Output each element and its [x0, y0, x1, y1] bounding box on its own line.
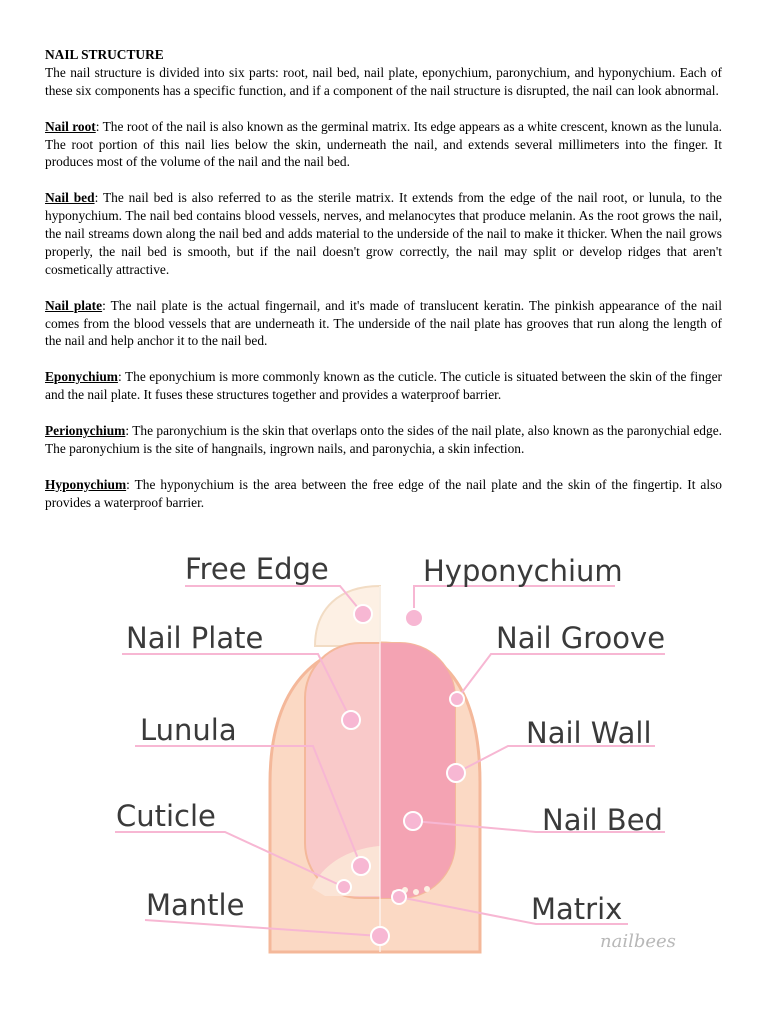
label-cuticle: Cuticle [116, 799, 216, 833]
section-text: : The paronychium is the skin that overlaps onto the sides of the nail plate, also known as the paronychial edge. The paronychium is the site of hangnails, ingrown nails, and paronychia, a skin infection. [45, 422, 722, 456]
section-eponychium [45, 368, 722, 404]
nail-bed-shape [380, 643, 455, 898]
nail-bed-marker [404, 812, 422, 830]
intro-paragraph: The nail structure is divided into six parts: root, nail bed, nail plate, eponychium, paronychium, and hyponychium. Each of these six components has a specific function, and if a component of the nail structure is disrupted, the nail can look abnormal. [45, 64, 722, 98]
cuticle-marker [337, 880, 351, 894]
label-free-edge: Free Edge [185, 552, 329, 586]
label-nail-plate: Nail Plate [126, 621, 264, 655]
section-nail-root [45, 118, 722, 172]
label-matrix: Matrix [531, 892, 623, 926]
brand-watermark: nailbees [600, 931, 676, 952]
lunula-marker [352, 857, 370, 875]
article-text [45, 46, 722, 529]
nail-groove-marker [450, 692, 464, 706]
term-nail-root: Nail root [45, 118, 96, 134]
nail-wall-marker [447, 764, 465, 782]
label-hyponychium: Hyponychium [423, 554, 623, 588]
section-text: : The nail bed is also referred to as the sterile matrix. It extends from the edge of the nail root, or lunula, to the hyponychium. The nail bed contains blood vessels, nerves, and melanocytes that produce melanin. As the root grows the nail, the nail streams down along the nail bed and adds material to the underside of the nail to make it thicker. When the nail grows properly, the nail bed is smooth, but if the nail doesn't grow correctly, the nail may split or develop ridges that aren't cosmetically attractive. [45, 190, 722, 277]
matrix-marker [392, 890, 406, 904]
leader-nail-groove [457, 654, 665, 699]
section-text: : The nail plate is the actual fingernail, and it's made of translucent keratin. The pinkish appearance of the nail comes from the blood vessels that are underneath it. The underside of the nail plate has grooves that run along the length of the nail and help anchor it to the nail bed. [45, 297, 723, 349]
nail-plate-marker [342, 711, 360, 729]
label-mantle: Mantle [146, 888, 245, 922]
term-nail-bed: Nail bed [45, 190, 95, 206]
label-nail-bed: Nail Bed [542, 803, 663, 837]
term-eponychium: Eponychium [45, 369, 118, 385]
section-text: : The eponychium is more commonly known as the cuticle. The cuticle is situated between the skin of the finger and the nail plate. It fuses these structures together and provides a waterproof barrier. [45, 369, 722, 403]
section-nail-bed [45, 189, 722, 279]
term-hyponychium: Hyponychium [45, 476, 127, 492]
section-text: : The hyponychium is the area between the free edge of the nail plate and the skin of the fingertip. It also provides a waterproof barrier. [45, 476, 722, 510]
document-title: NAIL STRUCTURE [45, 47, 164, 62]
section-hyponychium [45, 476, 722, 512]
section-perionychium [45, 422, 722, 458]
leader-hyponychium [414, 586, 615, 618]
label-lunula: Lunula [140, 713, 237, 747]
nail-anatomy-diagram [100, 548, 690, 958]
leader-nail-wall [456, 746, 655, 773]
section-nail-plate [45, 297, 722, 351]
label-nail-wall: Nail Wall [526, 716, 652, 750]
term-nail-plate: Nail plate [45, 297, 103, 313]
hyponychium-marker [405, 609, 423, 627]
section-text: : The root of the nail is also known as the germinal matrix. Its edge appears as a white crescent, known as the lunula. The root portion of this nail lies below the skin, underneath the nail, and extends several millimeters into the finger. It produces most of the volume of the nail and the nail bed. [45, 118, 722, 170]
term-perionychium: Perionychium [45, 422, 126, 438]
label-nail-groove: Nail Groove [496, 621, 666, 655]
matrix-dot [424, 886, 430, 892]
nail-diagram-svg [100, 548, 690, 958]
matrix-dot [413, 889, 419, 895]
mantle-marker [371, 927, 389, 945]
free-edge-marker [354, 605, 372, 623]
